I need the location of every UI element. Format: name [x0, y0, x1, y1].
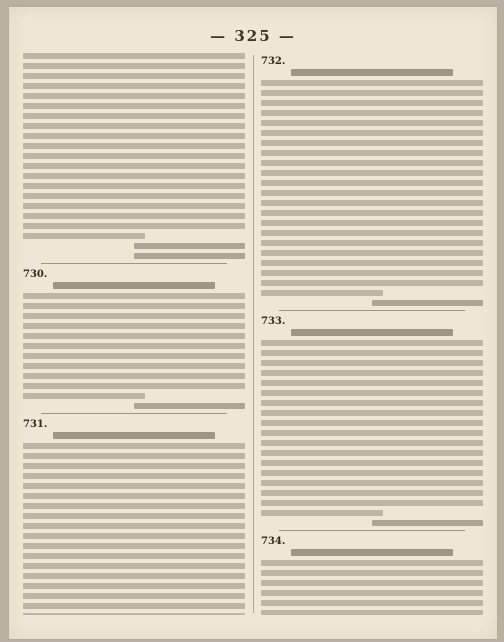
left-column — [23, 53, 245, 615]
section-number: 732 . — [261, 56, 483, 68]
section-heading — [291, 69, 453, 76]
document-page — [8, 6, 498, 640]
section-heading — [291, 329, 453, 336]
page-number: — 325 — — [210, 27, 296, 45]
continued-notice — [23, 53, 245, 259]
section-rule — [41, 263, 227, 264]
section-rule — [279, 530, 465, 531]
section-number: 733 . — [261, 316, 483, 328]
section-734 — [261, 536, 483, 615]
section-732 — [261, 56, 483, 306]
section-733 — [261, 316, 483, 526]
section-731 — [23, 419, 245, 615]
section-number: 734 . — [261, 536, 483, 548]
section-number: 730 . — [23, 269, 245, 281]
section-730 — [23, 269, 245, 409]
section-rule — [41, 413, 227, 414]
section-heading — [53, 432, 215, 439]
section-number: 731 . — [23, 419, 245, 431]
section-rule — [279, 310, 465, 311]
section-heading — [53, 282, 215, 289]
column-divider — [253, 55, 254, 613]
section-heading — [291, 549, 453, 556]
right-column — [261, 53, 483, 615]
